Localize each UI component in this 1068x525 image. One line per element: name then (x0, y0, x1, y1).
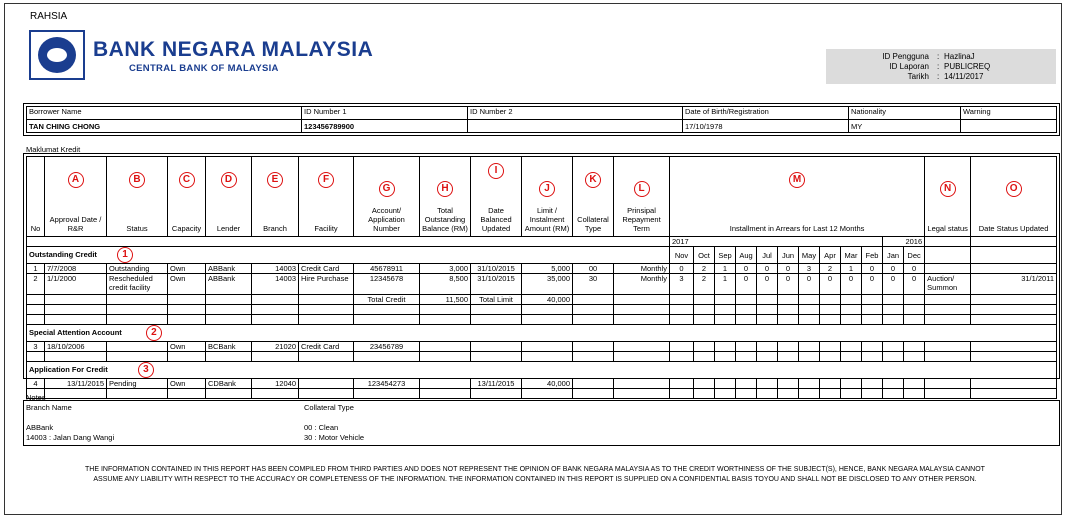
col-letter-marker: C (179, 172, 195, 188)
year-2016: 2016 (883, 237, 925, 247)
cell-lender: CDBank (206, 379, 252, 389)
section-special (27, 325, 1057, 342)
col-date-balanced (471, 157, 522, 237)
col-facility-label: Facility (314, 224, 338, 233)
col-collateral (573, 157, 614, 237)
cell-outstanding: 8,500 (420, 274, 471, 295)
cell-capacity: Own (168, 274, 206, 295)
cell-arrears: 2 (694, 274, 715, 295)
cell-no: 2 (27, 274, 45, 295)
col-letter-marker: G (379, 181, 395, 197)
disclaimer: THE INFORMATION CONTAINED IN THIS REPORT HAS BEEN COMPILED FROM THIRD PARTIES AND DOES NOT REPRESENT THE OPINION OF BANK NEGARA MALAYSIA AS TO THE CREDIT WORTHINESS OF THE SUBJECT(S), HENCE, BANK NEGARA MALAYSIA CANNOT ASSUME ANY LIABILITY WITH RESPECT TO THE ACCURACY OR COMPLETENESS OF THE INFORMATION. THE INFORMATION CONTAINED IN THIS REPORT IS SUPPLIED ON A CONFIDENTIAL BASIS TOYOU AND SHALL NOT BE DISCLOSED TO ANY OTHER PERSON. (85, 466, 985, 483)
month-label: Jun (778, 247, 799, 264)
cell-branch: 14003 (252, 274, 299, 295)
col-letter-marker: M (789, 172, 805, 188)
col-letter-marker: D (221, 172, 237, 188)
cell-arrears: 0 (757, 274, 778, 295)
col-account (354, 157, 420, 237)
meta-key: ID Pengguna (882, 52, 929, 61)
cell-no: 1 (27, 264, 45, 274)
cell-arrears: 0 (670, 264, 694, 274)
id-number-2-header: ID Number 2 (468, 107, 683, 120)
blank-row (27, 315, 1057, 325)
cell-arrears: 0 (820, 274, 841, 295)
cell-branch: 21020 (252, 342, 299, 352)
cell-facility: Hire Purchase (299, 274, 354, 295)
col-letter-marker: H (437, 181, 453, 197)
cell-arrears: 0 (778, 264, 799, 274)
table-row (27, 379, 1057, 389)
cell-outstanding: 3,000 (420, 264, 471, 274)
col-date-status (971, 157, 1057, 237)
year-spacer (27, 237, 670, 247)
notes-collateral-line: 00 : Clean (304, 423, 339, 432)
col-letter-marker: K (585, 172, 601, 188)
meta-row: Tarikh : 14/11/2017 (907, 72, 984, 81)
cell-arrears: 1 (841, 264, 862, 274)
cell-no: 4 (27, 379, 45, 389)
cell-arrears: 0 (904, 264, 925, 274)
notes-label: Notes (26, 393, 46, 402)
cell-legal (925, 264, 971, 274)
dob: 17/10/1978 (683, 120, 849, 133)
col-legal-label: Legal status (927, 224, 968, 233)
col-legal (925, 157, 971, 237)
col-collateral-label: Collateral Type (577, 215, 609, 233)
notes-branch-line: 14003 : Jalan Dang Wangi (26, 433, 115, 442)
section-special-row (27, 325, 1057, 342)
year-2017: 2017 (670, 237, 883, 247)
cell-repayment: Monthly (614, 264, 670, 274)
cell-date-balanced: 31/10/2015 (471, 264, 522, 274)
empty-cell (971, 237, 1057, 247)
col-repayment (614, 157, 670, 237)
empty-cell (971, 247, 1057, 264)
cell-lender: ABBank (206, 274, 252, 295)
cell-facility: Credit Card (299, 264, 354, 274)
cell-status: Rescheduled credit facility (107, 274, 168, 295)
meta-row: ID Pengguna : HazlinaJ (882, 52, 975, 61)
month-label: May (799, 247, 820, 264)
col-date-status-label: Date Status Updated (978, 224, 1049, 233)
col-letter-marker: F (318, 172, 334, 188)
cell-limit: 5,000 (522, 264, 573, 274)
cell-date-balanced: 31/10/2015 (471, 274, 522, 295)
empty-cell (925, 237, 971, 247)
col-letter-marker: J (539, 181, 555, 197)
section-label: Maklumat Kredit (26, 145, 81, 154)
nationality-header: Nationality (849, 107, 961, 120)
cell-account: 123454273 (354, 379, 420, 389)
nationality: MY (849, 120, 961, 133)
notes-collateral-line: 30 : Motor Vehicle (304, 433, 365, 442)
bank-subtitle: CENTRAL BANK OF MALAYSIA (129, 63, 279, 74)
col-limit (522, 157, 573, 237)
warning (961, 120, 1057, 133)
col-repayment-label: Prinsipal Repayment Term (622, 206, 661, 233)
cell-facility: Credit Card (299, 342, 354, 352)
cell-status: Pending (107, 379, 168, 389)
cell-approval: 1/1/2000 (45, 274, 107, 295)
cell-arrears: 3 (799, 264, 820, 274)
section-outstanding-row (27, 247, 1057, 264)
cell-status (107, 342, 168, 352)
cell-no: 3 (27, 342, 45, 352)
total-limit-value: 40,000 (522, 295, 573, 305)
id-number-1: 123456789900 (302, 120, 468, 133)
total-credit-label: Total Credit (354, 295, 420, 305)
cell-arrears: 0 (883, 274, 904, 295)
col-lender (206, 157, 252, 237)
cell-status: Outstanding (107, 264, 168, 274)
table-row (27, 342, 1057, 352)
section-outstanding-title: Outstanding Credit (29, 250, 97, 259)
notes-branch-line: ABBank (26, 423, 54, 432)
col-approval (45, 157, 107, 237)
cell-arrears: 1 (715, 274, 736, 295)
section-application (27, 362, 1057, 379)
cell-facility (299, 379, 354, 389)
section-special-title: Special Attention Account (29, 328, 122, 337)
month-label: Dec (904, 247, 925, 264)
total-credit-value: 11,500 (420, 295, 471, 305)
section-outstanding (27, 247, 670, 264)
cell-arrears: 0 (757, 264, 778, 274)
cell-arrears: 0 (904, 274, 925, 295)
notes-branch-header: Branch Name (26, 403, 72, 412)
cell-branch: 14003 (252, 264, 299, 274)
meta-value: HazlinaJ (944, 52, 975, 61)
table-row (27, 264, 1057, 274)
cell-branch: 12040 (252, 379, 299, 389)
col-arrears (670, 157, 925, 237)
cell-collateral: 00 (573, 264, 614, 274)
cell-arrears: 2 (694, 264, 715, 274)
borrower-info (23, 103, 1060, 136)
month-label: Nov (670, 247, 694, 264)
col-approval-label: Approval Date / R&R (49, 215, 102, 233)
month-label: Jul (757, 247, 778, 264)
report-page (4, 3, 1062, 515)
empty-cell (925, 247, 971, 264)
cell-arrears: 1 (715, 264, 736, 274)
cell-limit: 35,000 (522, 274, 573, 295)
col-status-label: Status (126, 224, 148, 233)
totals-row (27, 295, 1057, 305)
col-letter-marker: E (267, 172, 283, 188)
cell-arrears: 0 (799, 274, 820, 295)
cell-capacity: Own (168, 264, 206, 274)
total-limit-label: Total Limit (471, 295, 522, 305)
cell-date-status (971, 264, 1057, 274)
cell-arrears: 3 (670, 274, 694, 295)
month-label: Aug (736, 247, 757, 264)
col-branch (252, 157, 299, 237)
month-label: Sep (715, 247, 736, 264)
cell-approval: 7/7/2008 (45, 264, 107, 274)
col-account-label: Account/ Application Number (368, 206, 405, 233)
col-outstanding (420, 157, 471, 237)
borrower-name-header: Borrower Name (27, 107, 302, 120)
col-date-balanced-label: Date Balanced Updated (480, 206, 512, 233)
meta-key: ID Laporan (889, 62, 929, 71)
month-label: Apr (820, 247, 841, 264)
col-letter-marker: I (488, 163, 504, 179)
notes-box (23, 400, 1060, 446)
cell-approval: 13/11/2015 (45, 379, 107, 389)
col-no: No (27, 157, 45, 237)
col-branch-label: Branch (263, 224, 287, 233)
month-label: Jan (883, 247, 904, 264)
cell-account: 12345678 (354, 274, 420, 295)
col-arrears-label: Installment in Arrears for Last 12 Months (729, 224, 865, 233)
col-limit-label: Limit / Instalment Amount (RM) (524, 206, 570, 233)
credit-table-wrap (23, 153, 1060, 388)
cell-account: 45678911 (354, 264, 420, 274)
warning-header: Warning (961, 107, 1057, 120)
cell-repayment: Monthly (614, 274, 670, 295)
cell-account: 23456789 (354, 342, 420, 352)
meta-row: ID Laporan : PUBLICREQ (889, 62, 991, 71)
cell-legal: Auction/ Summon (925, 274, 971, 295)
cell-lender: BCBank (206, 342, 252, 352)
table-row (27, 274, 1057, 295)
blank-row (27, 305, 1057, 315)
col-letter-marker: N (940, 181, 956, 197)
col-letter-marker: L (634, 181, 650, 197)
borrower-name: TAN CHING CHONG (27, 120, 302, 133)
meta-value: 14/11/2017 (944, 72, 984, 81)
col-outstanding-label: Total Outstanding Balance (RM) (422, 206, 468, 233)
month-label: Oct (694, 247, 715, 264)
dob-header: Date of Birth/Registration (683, 107, 849, 120)
bank-name: BANK NEGARA MALAYSIA (93, 38, 374, 61)
cell-capacity: Own (168, 342, 206, 352)
col-lender-label: Lender (216, 224, 241, 233)
cell-arrears: 0 (736, 274, 757, 295)
blank-row (27, 352, 1057, 362)
col-capacity-label: Capacity (171, 224, 202, 233)
cell-arrears: 0 (778, 274, 799, 295)
cell-date-balanced: 13/11/2015 (471, 379, 522, 389)
cell-arrears: 2 (820, 264, 841, 274)
col-letter-marker: O (1006, 181, 1022, 197)
cell-arrears: 0 (736, 264, 757, 274)
cell-approval: 18/10/2006 (45, 342, 107, 352)
classification-label: RAHSIA (30, 11, 68, 22)
col-letter-marker: B (129, 172, 145, 188)
section-application-title: Application For Credit (29, 365, 108, 374)
notes-collateral-header: Collateral Type (304, 403, 354, 412)
section-marker-1: 1 (117, 247, 133, 263)
blank-row (27, 389, 1057, 399)
id-number-2 (468, 120, 683, 133)
col-facility (299, 157, 354, 237)
cell-collateral: 30 (573, 274, 614, 295)
cell-date-status: 31/1/2011 (971, 274, 1057, 295)
cell-capacity: Own (168, 379, 206, 389)
logo-emblem-icon (38, 37, 76, 73)
section-marker-3: 3 (138, 362, 154, 378)
section-application-row (27, 362, 1057, 379)
col-capacity (168, 157, 206, 237)
month-label: Feb (862, 247, 883, 264)
cell-lender: ABBank (206, 264, 252, 274)
cell-arrears: 0 (883, 264, 904, 274)
month-label: Mar (841, 247, 862, 264)
col-letter-marker: A (68, 172, 84, 188)
section-marker-2: 2 (146, 325, 162, 341)
bank-logo (29, 30, 85, 80)
col-status (107, 157, 168, 237)
cell-arrears: 0 (841, 274, 862, 295)
cell-limit: 40,000 (522, 379, 573, 389)
meta-key: Tarikh (907, 72, 929, 81)
credit-table (26, 156, 1057, 399)
report-meta (826, 49, 1056, 84)
cell-arrears: 0 (862, 264, 883, 274)
id-number-1-header: ID Number 1 (302, 107, 468, 120)
cell-arrears: 0 (862, 274, 883, 295)
year-row (27, 237, 1057, 247)
meta-value: PUBLICREQ (944, 62, 991, 71)
